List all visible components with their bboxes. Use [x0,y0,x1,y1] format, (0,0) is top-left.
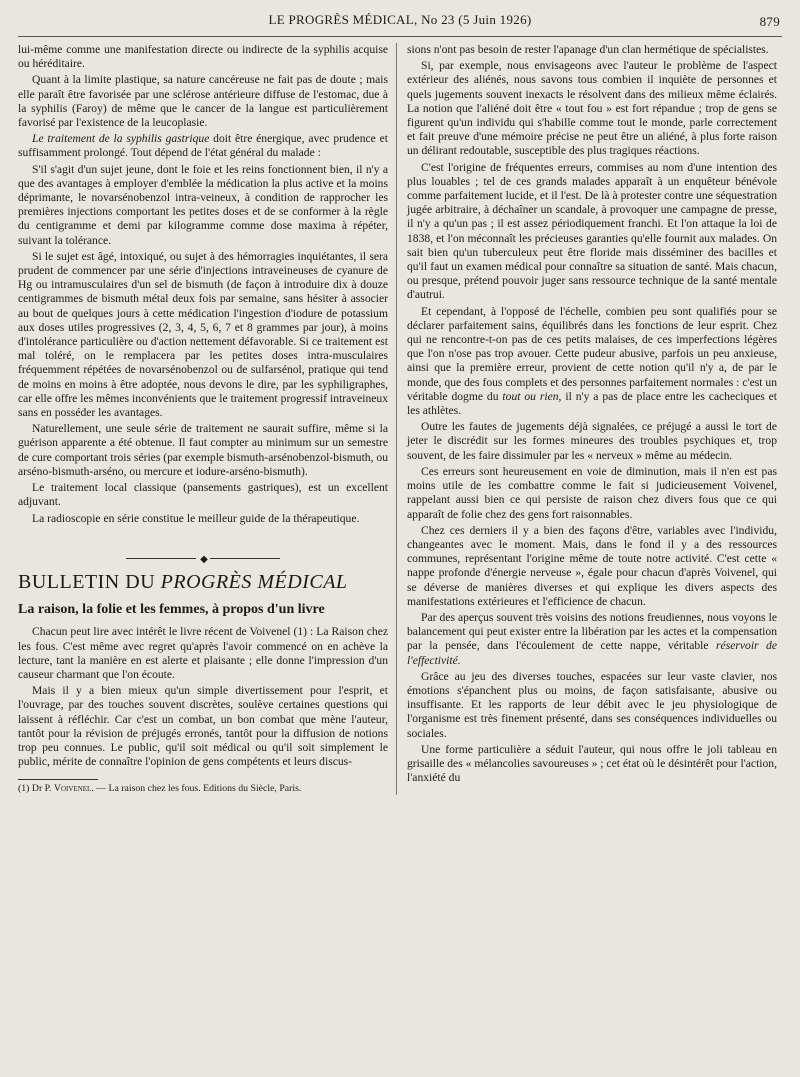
article-title: La raison, la folie et les femmes, à propos d'un livre [18,602,325,618]
paragraph: C'est l'origine de fréquentes erreurs, commises au nom d'une intention des plus louables ; tel de ces grands malades apparaît à un enquêteur bénévole comme parfaitement lucide, et il l'est. De là à protester contre une séquestration jugée arbitraire, à déchaîner un scandale, à provoquer une campagne de presse, il n'y a qu'un pas ; il est assez périodiquement franchi. Et l'on attaque la loi de 1838, et l'on méconnaît les précieuses garanties qu'elle fournit aux malades. On sait bien qu'un tuberculeux peut être floride mais disséminer des bacilles et qu'il faut un examen médical pour connaître sa situation de santé. Mais chacun, ou presque, prétend pouvoir juger sans ressource technique de la santé mentale d'autrui. [407,160,777,302]
paragraph: Si le sujet est âgé, intoxiqué, ou sujet à des hémorragies inquiétantes, il sera prudent de commencer par une série d'injections intraveineuses de cyanure de Hg ou intramusculaires d'un sel de bismuth (de façon à introduire dix à douze centigrammes de bismuth métal deux fois par semaine, sans hésiter à associer au bout de quelques jours à cette médication l'ingestion d'iodure de potassium aux doses utiles progressives (2, 3, 4, 5, 6, 7 et 8 grammes par jour), à moins d'intolérance particulière ou d'action nettement défavorable. Si ce traitement est mal toléré, on le remplacera par les petites doses intra-musculaires fréquemment répétées de novarsénobenzol ou de sulfarsénol, pratique qui tend de moins en moins à être adoptée, nous devons le dire, par les syphiligraphes, car elle offre les mêmes inconvénients que le traitement progressif intraveineux sans en posséder les avantages. [18,249,388,420]
paragraph: Chacun peut lire avec intérêt le livre récent de Voivenel (1) : La Raison chez les fous. C'est même avec regret qu'après l'avoir commencé on en achève la lecture, tant la manière en est alerte et plaisante ; elle donne l'impression d'un causeur charmant que l'on écoute. [18,625,388,681]
paragraph-text: Par des aperçus souvent très voisins des notions freudiennes, nous voyons le balancement qui peut exister entre la libération par les actes et la compensation par la pensée, dans l'écoulement de cette nappe, véritable [407,610,777,653]
paragraph: Le traitement local classique (pansements gastriques), est un excellent adjuvant. [18,481,388,509]
paragraph-text: Et cependant, à l'opposé de l'échelle, combien peu sont qualifiés pour se déclarer parfaitement sains, équilibrés dans les fonctions de leur esprit. Chez qui ne rencontre-t-on pas de ces petits malaises, de ces imperfections légères que l'on n'ose pas trop avouer. Cette pudeur abusive, parfois un peu anxieuse, ainsi que la première erreur, provient de cette notion qu'il n'y a, de par le monde, que des fous complets et des personnes parfaitement normales : c'est un véritable dogme du [407,304,777,403]
paragraph [18,132,388,160]
paragraph [407,611,777,668]
footnote-divider [18,779,98,780]
page-header [18,12,782,37]
paragraph: Mais il y a bien mieux qu'un simple divertissement pour l'esprit, et l'ouvrage, par des touches souvent discrètes, soulève certaines questions qui laissent à réfléchir. Car c'est un combat, un bon combat que mène l'auteur, tantôt pour la révision de préjugés erronés, tantôt pour la diffusion de notions trop peu connues. Le public, qu'il soit médical ou qu'il soit simplement le public, mérite de connaître l'opinion de gens compétents et leurs discus- [18,684,388,769]
paragraph: Naturellement, une seule série de traitement ne saurait suffire, même si la guérison apparente a été obtenue. Il faut compter au minimum sur un semestre de cure comportant trois séries (par exemple bismuth-arsénobenzol-bismuth, ou arséno-bismuth-arséno, ou mercure et iodure-arséno-bismuth). [18,422,388,478]
page-number: 879 [759,14,780,29]
right-column [397,43,777,795]
left-column [18,43,397,795]
paragraph: Si, par exemple, nous envisageons avec l'auteur le problème de l'aspect extérieur des aliénés, nous savons tous combien il inquiète de personnes et quels jugements souvent inexacts le résolvent dans des milieux même éclairés. La notion que l'aliéné doit être « tout fou » est fort répandue ; trop de gens se figurent qu'un individu qui s'habille comme tout le monde, parle correctement et fait preuve d'une mémoire précise ne peut être un aliéné, à plus forte raison un délirant redoutable, susceptible des plus tragiques réactions. [407,59,777,158]
paragraph: sions n'ont pas besoin de rester l'apanage d'un clan hermétique de spécialistes. [407,43,769,56]
footnote-text: — La raison chez les fous. Editions du Siècle, Paris. [93,783,302,795]
italic-phrase: réservoir de l'effectivité. [407,639,777,667]
bulletin-prefix: BULLETIN DU [18,570,161,593]
paragraph: Ces erreurs sont heureusement en voie de diminution, mais il n'en est pas moins utile de les combattre comme le fait si judicieusement Voivenel, rappelant aussi bien ce qui persiste de raison chez divers fous que ce qui apparaît de folie chez des gens fort raisonnables. [407,464,777,521]
journal-name: PROGRÈS MÉDICAL [160,570,348,593]
paragraph: La radioscopie en série constitue le meilleur guide de la thérapeutique. [32,511,360,525]
paragraph: Une forme particulière a séduit l'auteur, qui nous offre le joli tableau en grisaille des « mélancolies savoureuses » ; cet état où le désintérêt pour l'action, l'anxiété du [407,742,777,785]
paragraph: S'il s'agit d'un sujet jeune, dont le foie et les reins fonctionnent bien, il n'y a que des avantages à employer d'emblée la médication la plus active et la moins déprimante, le novarsénobenzol intra-veineux, à condition de rapprocher les premières injections comportant les petites doses et de se conformer à la règle du centigramme et demi par kilogramme comme dose maxima à répéter, suivant la tolérance. [18,162,388,247]
paragraph: Outre les fautes de jugements déjà signalées, ce préjugé a aussi le tort de jeter le discrédit sur les formes mineures des troubles psychiques et, trop souvent, de les faire dissimuler par les « nerveux » même au médecin. [407,420,777,462]
paragraph: Chez ces derniers il y a bien des façons d'être, variables avec l'individu, changeantes avec le moment. Mais, dans le fond il y a des ressources communes, représentant l'origine même de toute notre activité. C'est cette « nappe profonde d'énergie nerveuse », égale pour chacun d'après Voivenel, qui se déverse de manières diverses et qui explique les divers aspects des manifestations extérieures et l'efficience de chacun. [407,523,777,608]
footnote [18,783,388,795]
ornamental-separator: ◆ [18,552,388,567]
paragraph: Quant à la limite plastique, sa nature cancéreuse ne fait pas de doute ; mais elle paraît être favorisée par une sclérose antérieure diffuse de l'estomac, due à la syphilis (Faroy) de même que le cancer de la langue est particulièrement favorisé par l'existence de la leucoplasie. [18,73,388,130]
paragraph: Grâce au jeu des diverses touches, espacées sur leur vaste clavier, nos émotions s'épanchent plus ou moins, de façon satisfaisante, abusive ou insuffisante. Et les rapports de leur débit avec le jeu physiologique de l'organisme est très finement présenté, dans ses conséquences individuelles ou sociales. [407,669,777,740]
paragraph: lui-même comme une manifestation directe ou indirecte de la syphilis acquise ou héréditaire. [18,43,388,71]
paragraph [407,305,777,419]
paragraph-text: doit être énergique, avec prudence et suffisamment prolongé. Tout dépend de l'état général du malade : [18,132,388,160]
paragraph-text: , il n'y a pas de place entre les cacheciques et les athlètes. [407,389,778,418]
italic-phrase: Le traitement de la syphilis gastrique [32,132,210,146]
two-column-body [18,43,782,795]
running-title: LE PROGRÈS MÉDICAL, No 23 (5 Juin 1926) [268,12,532,27]
italic-phrase: tout ou rien [502,389,559,403]
section-heading [18,570,388,593]
footnote-author: Voivenel. [53,783,94,795]
footnote-ref: (1) Dr P. [18,783,54,795]
